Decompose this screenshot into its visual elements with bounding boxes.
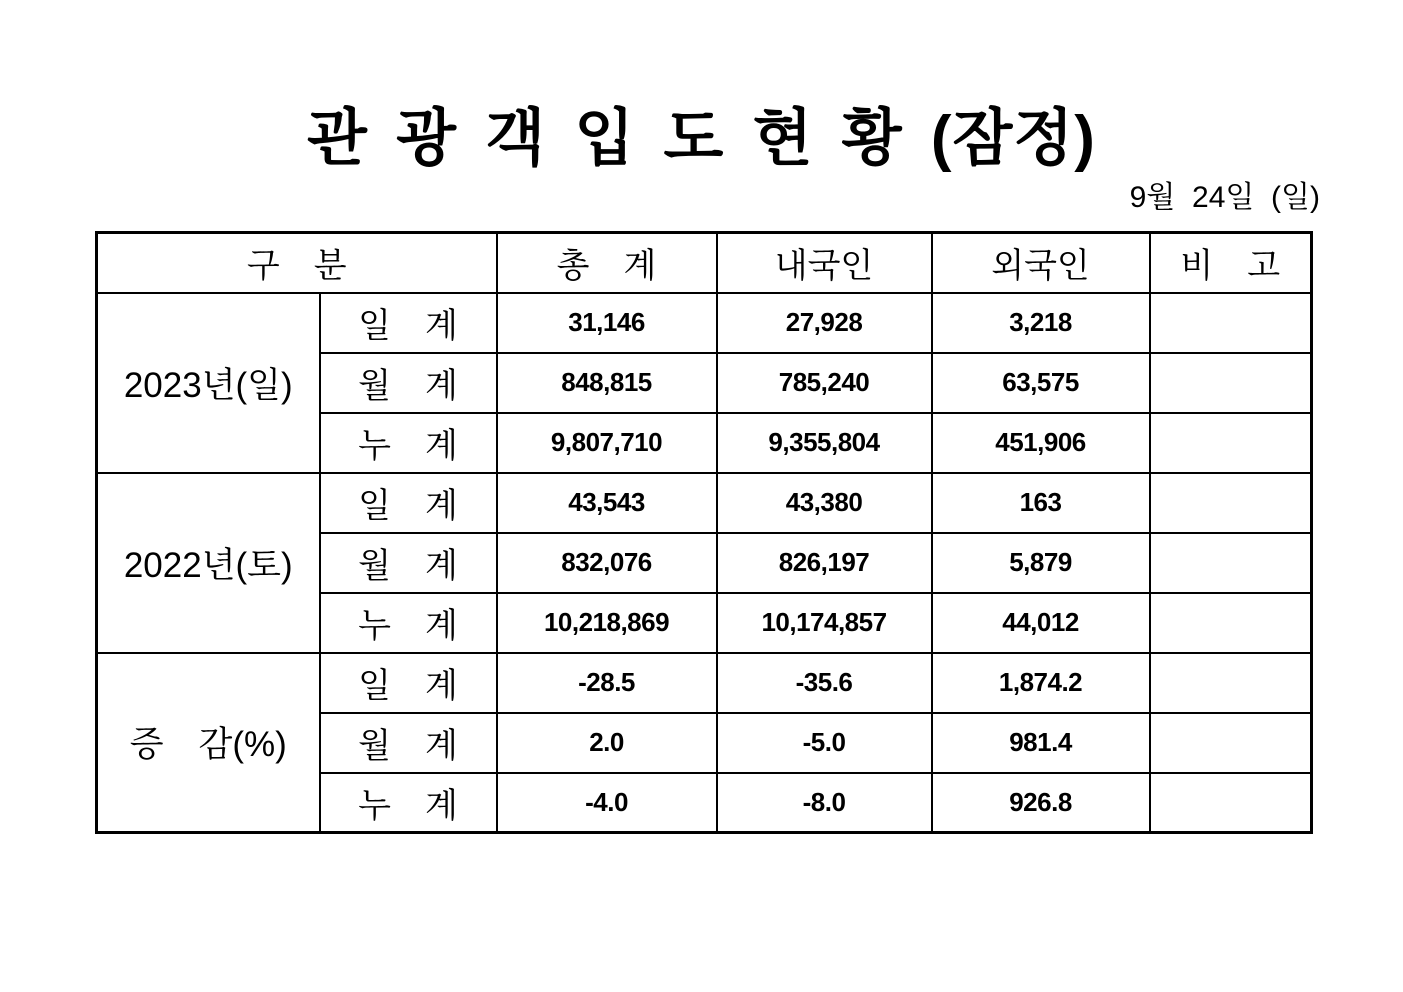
row-label: 일 계 bbox=[320, 473, 497, 533]
total-value: 848,815 bbox=[497, 353, 717, 413]
row-label: 월 계 bbox=[320, 353, 497, 413]
remarks-cell bbox=[1150, 653, 1312, 713]
total-value: 31,146 bbox=[497, 293, 717, 353]
foreign-value: 63,575 bbox=[932, 353, 1150, 413]
remarks-cell bbox=[1150, 353, 1312, 413]
row-label: 누 계 bbox=[320, 773, 497, 833]
foreign-value: 981.4 bbox=[932, 713, 1150, 773]
remarks-cell bbox=[1150, 713, 1312, 773]
domestic-value: 10,174,857 bbox=[717, 593, 932, 653]
row-label: 월 계 bbox=[320, 533, 497, 593]
row-label: 월 계 bbox=[320, 713, 497, 773]
page-title: 관 광 객 입 도 현 황 (잠정) bbox=[307, 104, 1096, 173]
remarks-cell bbox=[1150, 293, 1312, 353]
header-total: 총 계 bbox=[497, 233, 717, 293]
remarks-cell bbox=[1150, 533, 1312, 593]
domestic-value: -5.0 bbox=[717, 713, 932, 773]
report-date: 9월 24일 (일) bbox=[1129, 181, 1320, 214]
foreign-value: 3,218 bbox=[932, 293, 1150, 353]
foreign-value: 5,879 bbox=[932, 533, 1150, 593]
header-foreign: 외국인 bbox=[932, 233, 1150, 293]
foreign-value: 1,874.2 bbox=[932, 653, 1150, 713]
total-value: 832,076 bbox=[497, 533, 717, 593]
total-value: 9,807,710 bbox=[497, 413, 717, 473]
header-category: 구 분 bbox=[97, 233, 497, 293]
foreign-value: 163 bbox=[932, 473, 1150, 533]
domestic-value: 43,380 bbox=[717, 473, 932, 533]
category-2023: 2023년(일) bbox=[97, 293, 320, 473]
header-row bbox=[97, 233, 1312, 293]
row-label: 일 계 bbox=[320, 653, 497, 713]
foreign-value: 926.8 bbox=[932, 773, 1150, 833]
domestic-value: -8.0 bbox=[717, 773, 932, 833]
row-label: 누 계 bbox=[320, 413, 497, 473]
domestic-value: 785,240 bbox=[717, 353, 932, 413]
table-row bbox=[97, 293, 1312, 353]
remarks-cell bbox=[1150, 593, 1312, 653]
category-change-pct: 증 감(%) bbox=[97, 653, 320, 833]
category-2022: 2022년(토) bbox=[97, 473, 320, 653]
header-domestic: 내국인 bbox=[717, 233, 932, 293]
row-label: 일 계 bbox=[320, 293, 497, 353]
table-row bbox=[97, 653, 1312, 713]
foreign-value: 451,906 bbox=[932, 413, 1150, 473]
domestic-value: 9,355,804 bbox=[717, 413, 932, 473]
remarks-cell bbox=[1150, 773, 1312, 833]
domestic-value: 826,197 bbox=[717, 533, 932, 593]
domestic-value: -35.6 bbox=[717, 653, 932, 713]
total-value: 2.0 bbox=[497, 713, 717, 773]
total-value: 10,218,869 bbox=[497, 593, 717, 653]
total-value: 43,543 bbox=[497, 473, 717, 533]
row-label: 누 계 bbox=[320, 593, 497, 653]
table-row bbox=[97, 473, 1312, 533]
total-value: -4.0 bbox=[497, 773, 717, 833]
header-remarks: 비 고 bbox=[1150, 233, 1312, 293]
remarks-cell bbox=[1150, 413, 1312, 473]
domestic-value: 27,928 bbox=[717, 293, 932, 353]
foreign-value: 44,012 bbox=[932, 593, 1150, 653]
remarks-cell bbox=[1150, 473, 1312, 533]
total-value: -28.5 bbox=[497, 653, 717, 713]
tourist-arrival-table bbox=[95, 231, 1313, 834]
